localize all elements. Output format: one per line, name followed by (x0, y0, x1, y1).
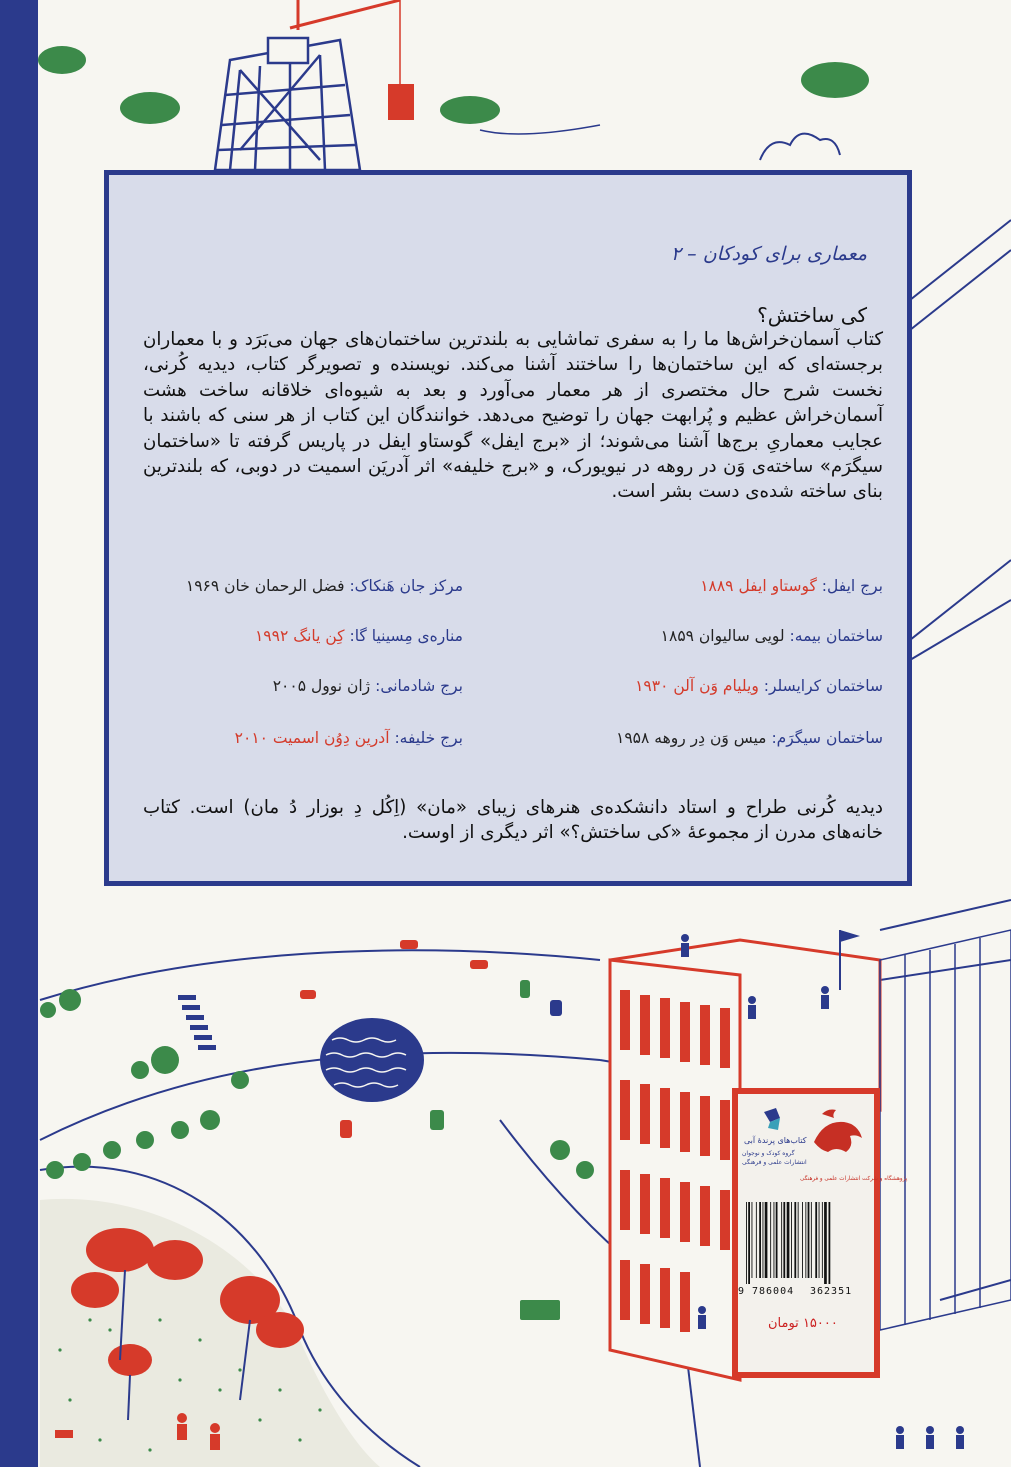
publisher-left-name: کتاب‌های پرندهٔ آبی (744, 1136, 807, 1145)
description-paragraph: کتاب آسمان‌خراش‌ها ما را به سفری تماشایی به بلندترین ساختمان‌های جهان می‌بَرَد و با معماران برجسته‌ای که این ساختمان‌ها را ساختند آشنا می‌کند. نویسنده و تصویرگر کتاب، دیدیه کُرنی، نخست شرح حال مختصری از هر معمار می‌آورد و بعد به شیوه‌ای خلاقانه ساخت هشت آسمان‌خراش عظیم و پُرابهت جهان را توضیح می‌دهد. خوانندگان این کتاب از هر سنی که باشند با عجایب معماریِ برج‌ها آشنا می‌شوند؛ از «برج ایفل» گوستاو ایفل در پاریس گرفته تا «ساختمان سیگرَم» ساخته‌ی وَن در روهه در نیویورک، و «برج خلیفه» اثر آدریَن اسمیت در دوبی، که بلندترین بنای ساخته شده‌ی دست بشر است. (143, 329, 883, 503)
barcode-bar (756, 1202, 757, 1278)
building-entry (616, 729, 883, 747)
building-architect: لویی سالیوان ۱۸۵۹ (660, 627, 785, 645)
cars-illustration (300, 940, 562, 1320)
barcode-bar (763, 1202, 764, 1278)
back-cover-text-panel (104, 170, 912, 886)
building-architect: میس وَن دِر روهه ۱۹۵۸ (616, 729, 767, 747)
publisher-left-sub2: انتشارات علمی و فرهنگی (742, 1159, 807, 1166)
series-title: معماری برای کودکان – ۲ (670, 243, 867, 265)
building-entry (255, 627, 463, 645)
buildings-list (143, 577, 883, 767)
barcode-bar (802, 1202, 803, 1278)
building-name: برج ایفل: (821, 577, 883, 595)
isbn-barcode (744, 1202, 868, 1284)
author-bio: دیدیه کُرنی طراح و استاد دانشکده‌ی هنرهای زیبای «مان» (اِکُل دِ بوزار دُ مان) است. کتاب خانه‌های مدرن از مجموعهٔ «کی ساختش؟» اثر دیگری از اوست. (143, 797, 883, 844)
building-entry (700, 577, 883, 595)
barcode-bar (824, 1202, 827, 1284)
building-architect: گوستاو ایفل ۱۸۸۹ (700, 577, 817, 595)
barcode-bar (791, 1202, 792, 1278)
barcode-bar (781, 1202, 782, 1278)
barcode-bar (822, 1202, 823, 1278)
building-name: ساختمان بیمه: (789, 627, 883, 645)
isbn-group-1: 786004 (752, 1286, 795, 1297)
building-entry (661, 627, 883, 645)
barcode-bar (787, 1202, 790, 1278)
publisher-right-name: پژوهشگاه و شرکت انتشارات علمی و فرهنگی (800, 1176, 908, 1182)
isbn-group-2: 362351 (810, 1286, 853, 1297)
barcode-bar (759, 1202, 761, 1278)
book-spine-edge (0, 0, 38, 1467)
building-name: ساختمان کرایسلر: (763, 677, 883, 695)
building-name: مناره‌ی مِسینیا گا: (349, 627, 463, 645)
barcode-sticker (732, 1088, 908, 1378)
blue-bird-logo-icon (764, 1108, 780, 1130)
building-entry (273, 677, 463, 695)
barcode-bar (798, 1202, 799, 1278)
barcode-bar (811, 1202, 812, 1278)
barcode-bar (776, 1202, 778, 1278)
building-architect: کِن یانگ ۱۹۹۲ (254, 627, 345, 645)
barcode-bar (819, 1202, 820, 1278)
building-entry (635, 677, 883, 695)
price-label: ۱۵۰۰۰ تومان (768, 1316, 838, 1331)
building-architect: فضل الرحمان خان ۱۹۶۹ (185, 577, 345, 595)
building-entry (235, 729, 463, 747)
barcode-bar (765, 1202, 768, 1278)
building-architect: ژان نوول ۲۰۰۵ (272, 677, 371, 695)
building-name: ساختمان سیگرَم: (771, 729, 883, 747)
publisher-emblem-icon (814, 1110, 862, 1153)
section-heading: کی ساختش؟ (757, 303, 867, 327)
barcode-bar (752, 1202, 753, 1278)
barcode-bar (746, 1202, 747, 1284)
building-name: برج خلیفه: (394, 729, 463, 747)
barcode-bar (829, 1202, 831, 1284)
barcode-bar (748, 1202, 750, 1284)
publisher-left-sub1: گروه کودک و نوجوان (742, 1150, 795, 1157)
right-building-illustration (880, 930, 1011, 1330)
barcode-bar (794, 1202, 796, 1278)
trees-illustration (40, 989, 594, 1179)
isbn-prefix: 9 (738, 1286, 745, 1297)
tower-crane-illustration (215, 38, 360, 170)
barcode-bar (774, 1202, 775, 1278)
barcode-bar (805, 1202, 806, 1278)
building-architect: ویلیام وَن آلن ۱۹۳۰ (635, 677, 759, 695)
barcode-bar (783, 1202, 785, 1278)
building-name: برج شادمانی: (375, 677, 463, 695)
building-name: مرکز جان هَنکاک: (349, 577, 463, 595)
building-entry (186, 577, 463, 595)
barcode-bar (808, 1202, 810, 1278)
barcode-bar (815, 1202, 817, 1278)
building-architect: آدرین دِوُن اسمیت ۲۰۱۰ (234, 729, 390, 747)
barcode-bar (770, 1202, 771, 1278)
